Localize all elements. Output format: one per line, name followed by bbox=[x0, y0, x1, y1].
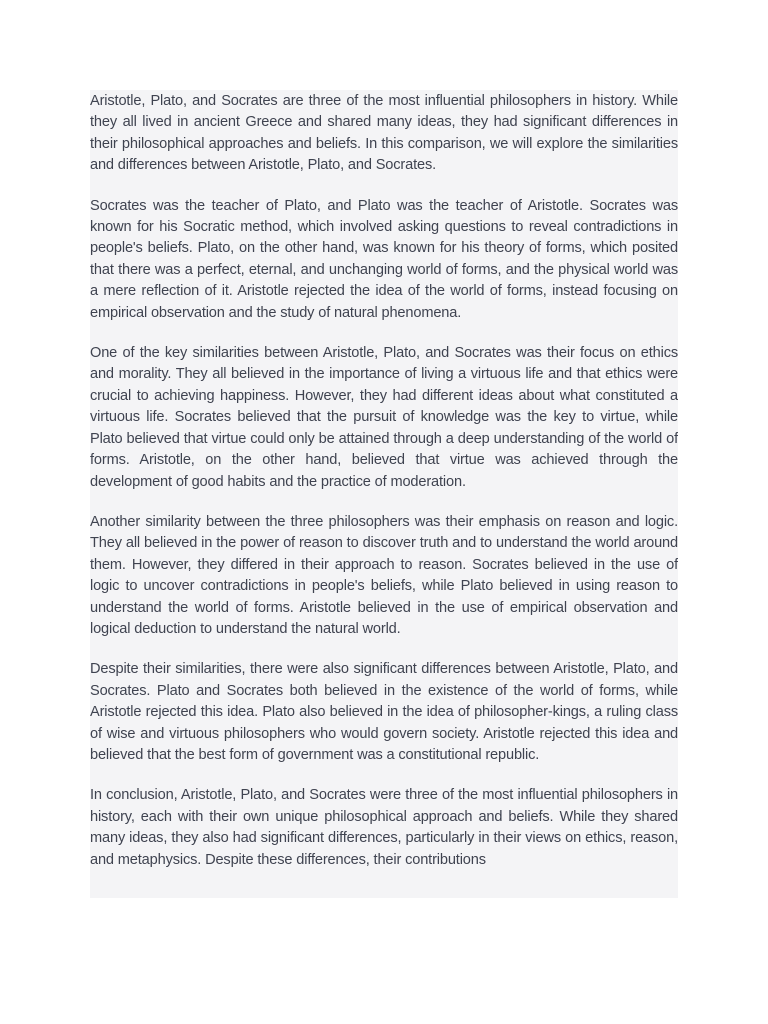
essay-text-block bbox=[90, 90, 678, 898]
paragraph-teacher-lineage: Socrates was the teacher of Plato, and Plato was the teacher of Aristotle. Socrates was known for his Socratic method, which involved asking questions to reveal contradictions in people's beliefs. Plato, on the other hand, was known for his theory of forms, which posited that there was a perfect, eternal, and unchanging world of forms, and the physical world was a mere reflection of it. Aristotle rejected the idea of the world of forms, instead focusing on empirical observation and the study of natural phenomena. bbox=[90, 197, 678, 321]
paragraph-differences: Despite their similarities, there were also significant differences between Aristotle, Plato, and Socrates. Plato and Socrates both believed in the existence of the world of forms, while Aristotle rejected this idea. Plato also believed in the idea of philosopher-kings, a ruling class of wise and virtuous philosophers who would govern society. Aristotle rejected this idea and believed that the best form of government was a constitutional republic. bbox=[90, 661, 678, 763]
paragraph-ethics-similarity: One of the key similarities between Aristotle, Plato, and Socrates was their focus on ethics and morality. They all believed in the importance of living a virtuous life and that ethics were crucial to achieving happiness. However, they had different ideas about what constituted a virtuous life. Socrates believed that the pursuit of knowledge was the key to virtue, while Plato believed that virtue could only be attained through a deep understanding of the world of forms. Aristotle, on the other hand, believed that virtue was achieved through the development of good habits and the practice of moderation. bbox=[90, 345, 678, 490]
paragraph-conclusion: In conclusion, Aristotle, Plato, and Socrates were three of the most influential philosophers in history, each with their own unique philosophical approach and beliefs. While they shared many ideas, they also had significant differences, particularly in their views on ethics, reason, and metaphysics. Despite these differences, their contributions bbox=[90, 787, 678, 868]
paragraph-introduction: Aristotle, Plato, and Socrates are three of the most influential philosophers in history. While they all lived in ancient Greece and shared many ideas, they had significant differences in their philosophical approaches and beliefs. In this comparison, we will explore the similarities and differences between Aristotle, Plato, and Socrates. bbox=[90, 93, 678, 174]
paragraph-reason-similarity: Another similarity between the three philosophers was their emphasis on reason and logic. They all believed in the power of reason to discover truth and to understand the world around them. However, they differed in their approach to reason. Socrates believed in the use of logic to uncover contradictions in people's beliefs, while Plato believed in using reason to understand the world of forms. Aristotle believed in the use of empirical observation and logical deduction to understand the natural world. bbox=[90, 513, 678, 637]
